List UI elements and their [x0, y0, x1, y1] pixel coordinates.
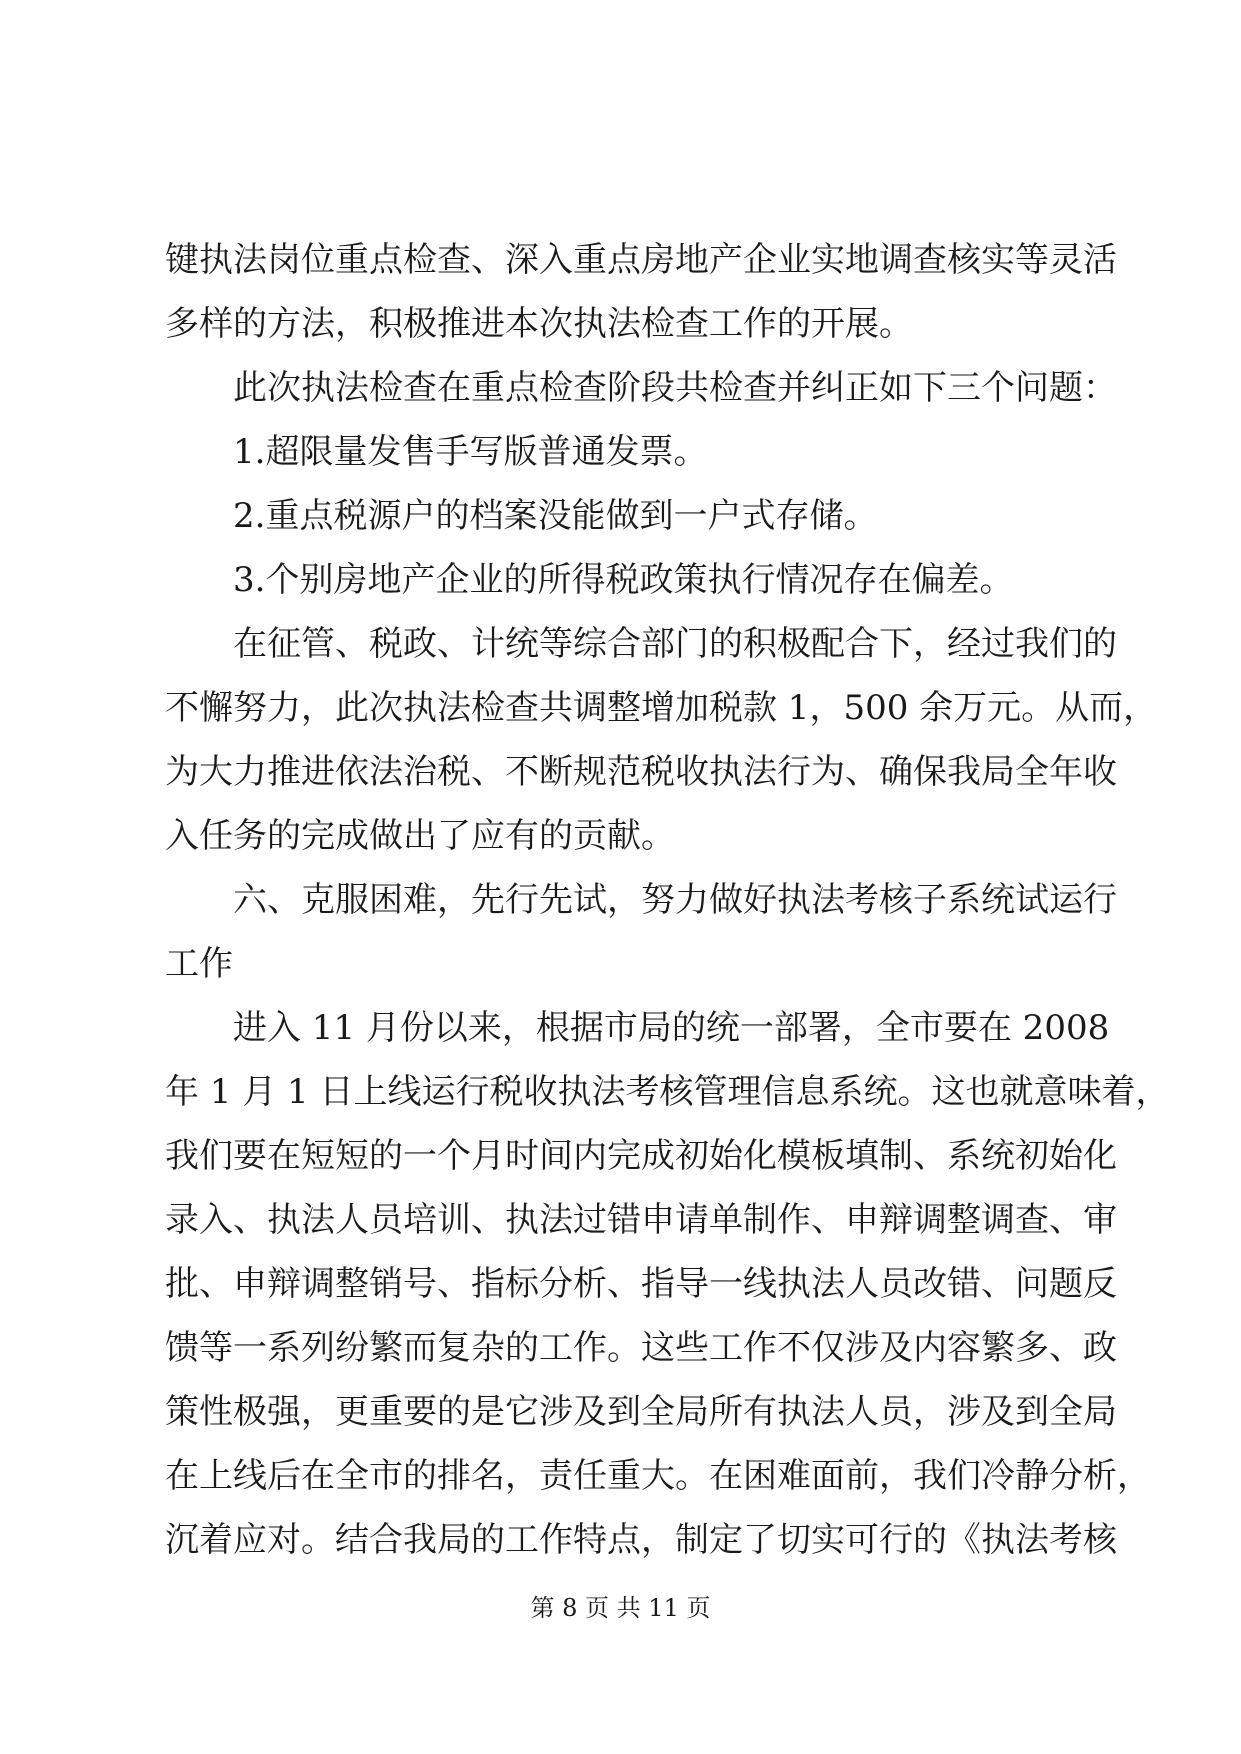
- text-line-2: 多样的方法，积极推进本次执法检查工作的开展。: [165, 304, 913, 344]
- list-item-3: 3.个别房地产企业的所得税政策执行情况存在偏差。: [233, 560, 1014, 600]
- section-heading-6-continued: 工作: [165, 944, 233, 984]
- list-item-1: 1.超限量发售手写版普通发票。: [233, 432, 708, 472]
- text-line-9: 为大力推进依法治税、不断规范税收执法行为、确保我局全年收: [165, 752, 1117, 792]
- page-footer: 第 8 页 共 11 页: [530, 1594, 711, 1622]
- section-heading-6: 六、克服困难，先行先试，努力做好执法考核子系统试运行: [233, 880, 1117, 920]
- text-line-17: 批、申辩调整销号、指标分析、指导一线执法人员改错、问题反: [165, 1264, 1117, 1304]
- text-line-7: 在征管、税政、计统等综合部门的积极配合下，经过我们的: [233, 624, 1117, 664]
- text-line-14: 年 1 月 1 日上线运行税收执法考核管理信息系统。这也就意味着，: [165, 1072, 1170, 1112]
- text-line-8: 不懈努力，此次执法检查共调整增加税款 1，500 余万元。从而，: [165, 688, 1158, 728]
- text-line-1: 键执法岗位重点检查、深入重点房地产企业实地调查核实等灵活: [165, 240, 1117, 280]
- document-body: [165, 228, 1170, 1572]
- text-line-21: 沉着应对。结合我局的工作特点，制定了切实可行的《执法考核: [165, 1520, 1117, 1560]
- text-line-20: 在上线后在全市的排名，责任重大。在困难面前，我们冷静分析，: [165, 1456, 1151, 1496]
- text-line-3: 此次执法检查在重点检查阶段共检查并纠正如下三个问题：: [233, 368, 1117, 408]
- text-line-19: 策性极强，更重要的是它涉及到全局所有执法人员，涉及到全局: [165, 1392, 1117, 1432]
- text-line-13: 进入 11 月份以来，根据市局的统一部署，全市要在 2008: [233, 1008, 1110, 1048]
- text-line-15: 我们要在短短的一个月时间内完成初始化模板填制、系统初始化: [165, 1136, 1117, 1176]
- list-item-2: 2.重点税源户的档案没能做到一户式存储。: [233, 496, 878, 536]
- text-line-10: 入任务的完成做出了应有的贡献。: [165, 816, 675, 856]
- text-line-18: 馈等一系列纷繁而复杂的工作。这些工作不仅涉及内容繁多、政: [165, 1328, 1117, 1368]
- text-line-16: 录入、执法人员培训、执法过错申请单制作、申辩调整调查、审: [165, 1200, 1117, 1240]
